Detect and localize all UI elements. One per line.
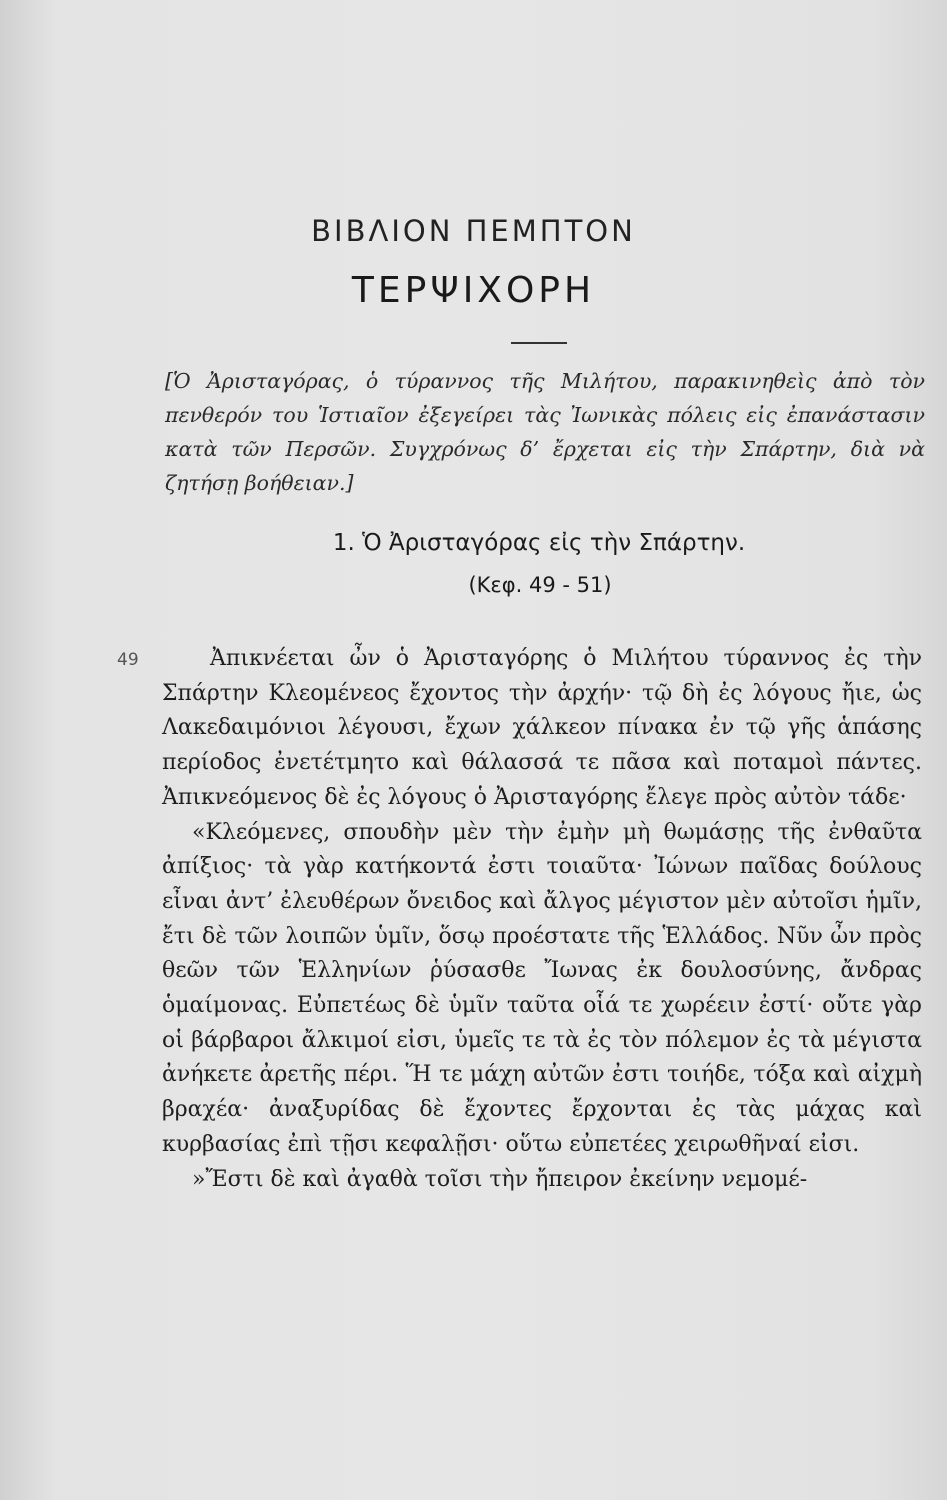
body-text bbox=[162, 642, 922, 1197]
title-divider bbox=[511, 342, 567, 344]
book-title: ΒΙΒΛΙΟΝ ΠΕΜΠΤΟΝ bbox=[311, 214, 636, 248]
section-title: 1. Ὁ Ἀρισταγόρας εἰς τὴν Σπάρτην. bbox=[332, 530, 746, 556]
chapter-summary: [Ὁ Ἀρισταγόρας, ὁ τύραννος τῆς Μιλήτου, παρακινηθεὶς ἀπὸ τὸν πενθερόν του Ἱστιαῖον ἐξεγείρει τὰς Ἰωνικὰς πόλεις εἰς ἐπανάστασιν κατὰ τῶν Περσῶν. Συγχρόνως δ’ ἔρχεται εἰς τὴν Σπάρτην, διὰ νὰ ζητήσῃ βοήθειαν.] bbox=[165, 369, 925, 495]
section-reference: (Κεφ. 49 - 51) bbox=[468, 573, 612, 597]
book-subtitle: ΤΕΡΨΙΧΟΡΗ bbox=[351, 270, 596, 311]
margin-chapter-number: 49 bbox=[117, 650, 139, 670]
paragraph: »Ἔστι δὲ καὶ ἀγαθὰ τοῖσι τὴν ἤπειρον ἐκείνην νεμομέ- bbox=[192, 1166, 808, 1192]
paragraph: «Κλεόμενες, σπουδὴν μὲν τὴν ἐμὴν μὴ θωμάσῃς τῆς ἐνθαῦτα ἀπίξιος· τὰ γὰρ κατήκοντά ἐστι τοιαῦτα· Ἰώνων παῖδας δούλους εἶναι ἀντ’ ἐλευθέρων ὄνειδος καὶ ἄλγος μέγιστον μὲν αὐτοῖσι ἡμῖν, ἔτι δὲ τῶν λοιπῶν ὑμῖν, ὅσῳ προέστατε τῆς Ἑλλάδος. Νῦν ὦν πρὸς θεῶν τῶν Ἑλληνίων ῥύσασθε Ἴωνας ἐκ δουλοσύνης, ἄνδρας ὁμαίμονας. Εὐπετέως δὲ ὑμῖν ταῦτα οἷά τε χωρέειν ἐστί· οὔτε γὰρ οἱ βάρβαροι ἄλκιμοί εἰσι, ὑμεῖς τε τὰ ἐς τὸν πόλεμον ἐς τὰ μέγιστα ἀνήκετε ἀρετῆς πέρι. Ἥ τε μάχη αὐτῶν ἐστι τοιήδε, τόξα καὶ αἰχμὴ βραχέα· ἀναξυρίδας δὲ ἔχοντες ἔρχονται ἐς τὰς μάχας καὶ κυρβασίας ἐπὶ τῇσι κεφαλῇσι· οὕτω εὐπετέες χειρωθῆναί εἰσι. bbox=[162, 819, 922, 1157]
paragraph: Ἀπικνέεται ὦν ὁ Ἀρισταγόρης ὁ Μιλήτου τύραννος ἐς τὴν Σπάρτην Κλεομένεος ἔχοντος τὴν ἀρχήν· τῷ δὴ ἐς λόγους ἤιε, ὡς Λακεδαιμόνιοι λέγουσι, ἔχων χάλκεον πίνακα ἐν τῷ γῆς ἁπάσης περίοδος ἐνετέτμητο καὶ θάλασσά τε πᾶσα καὶ ποταμοὶ πάντες. Ἀπικνεόμενος δὲ ἐς λόγους ὁ Ἀρισταγόρης ἔλεγε πρὸς αὐτὸν τάδε· bbox=[162, 646, 922, 810]
